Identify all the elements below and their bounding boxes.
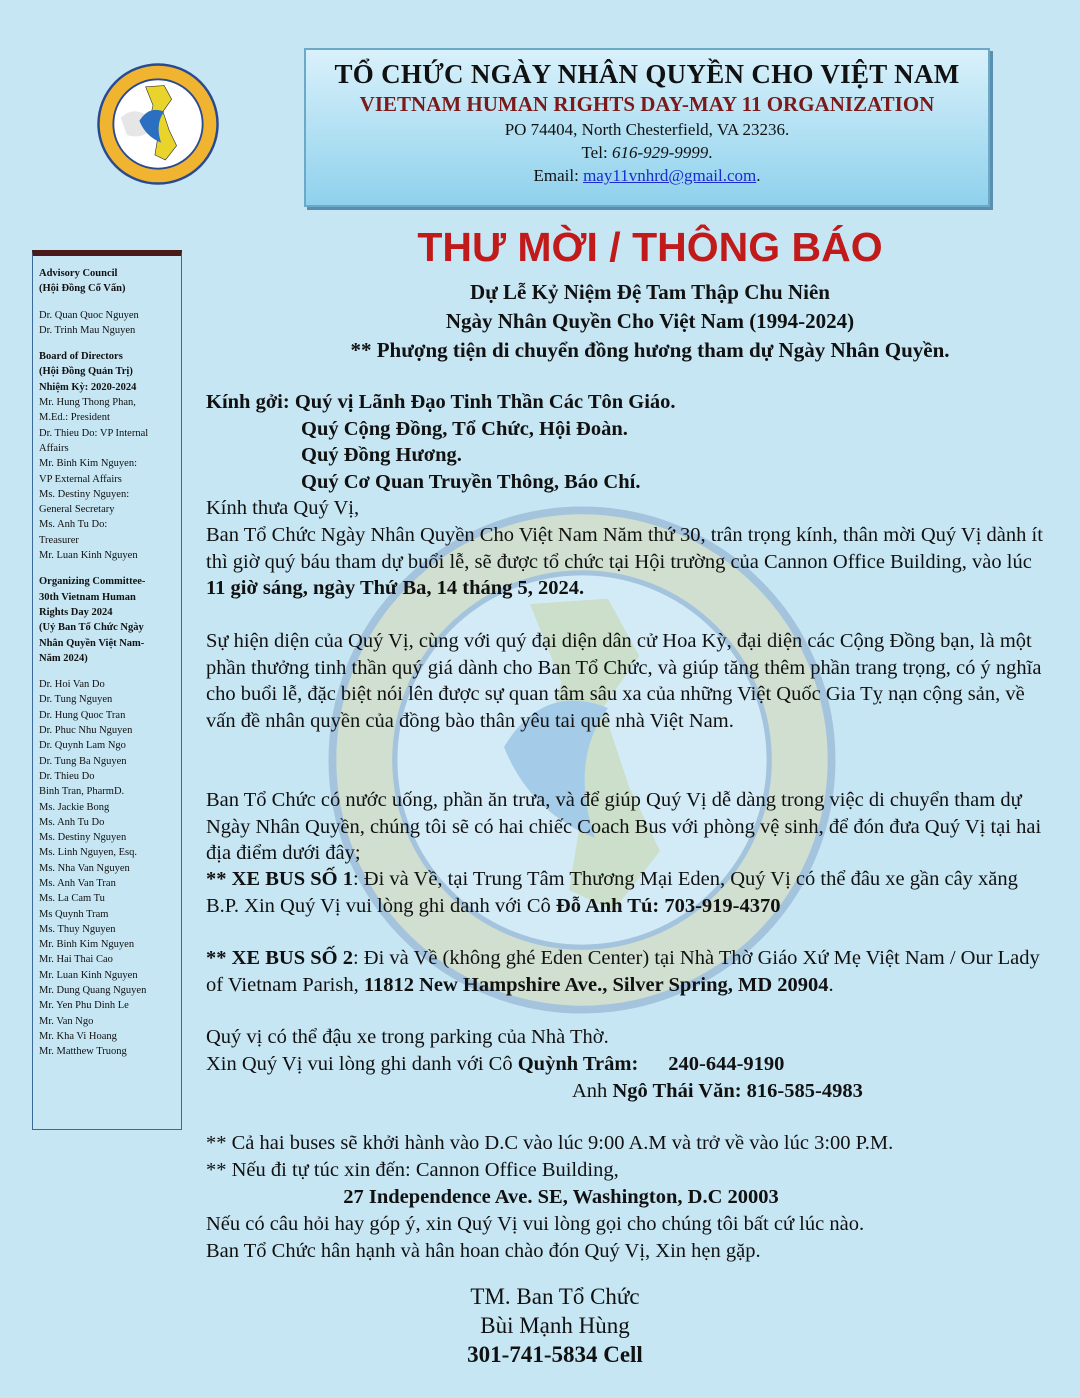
paragraph-invitation	[206, 522, 1056, 602]
sidebar-member: Dr. Tung Ba Nguyen	[39, 755, 127, 767]
sidebar-member: M.Ed.: President	[39, 412, 110, 424]
sidebar-member: Ms. Destiny Nguyen:	[39, 488, 130, 500]
signature-org: TM. Ban Tổ Chức	[470, 1284, 640, 1309]
sidebar-member: Dr. Quan Quoc Nguyen	[39, 309, 139, 321]
sidebar-member: Dr. Hung Quoc Tran	[39, 709, 126, 721]
advisory-title: Advisory Council	[39, 268, 118, 279]
self-travel-note: ** Nếu đi tự túc xin đến: Cannon Office Building,	[206, 1159, 619, 1181]
sidebar-member: Ms. Anh Tu Do:	[39, 519, 108, 531]
addressee-line: Quý Cơ Quan Truyền Thông, Báo Chí.	[301, 470, 641, 493]
sidebar-member: Ms. Anh Van Tran	[39, 877, 116, 889]
venue-address: 27 Independence Ave. SE, Washington, D.C 20003	[343, 1186, 779, 1208]
email-suffix: .	[756, 166, 761, 185]
sidebar-member: Ms. La Cam Tu	[39, 893, 105, 905]
bus-2-text: : Đi và Về (không ghé Eden Center) tại Nhà Thờ Giáo Xứ Mẹ Việt Nam / Our Lady of Vietnam Parish,	[206, 947, 1040, 996]
contact-1-name: Quỳnh Trâm:	[517, 1053, 639, 1075]
closing-line-2: Ban Tổ Chức hân hạnh và hân hoan chào đón Quý Vị, Xin hẹn gặp.	[206, 1240, 761, 1262]
sidebar-member: Affairs	[39, 442, 69, 454]
addressee-line: Quý Cộng Đồng, Tổ Chức, Hội Đoàn.	[301, 417, 628, 440]
advisory-subtitle: (Hội Đồng Cố Vấn)	[39, 283, 126, 295]
tel-suffix: .	[708, 143, 713, 162]
sidebar-member: Ms. Linh Nguyen, Esq.	[39, 847, 137, 859]
sidebar-section-title: (Uỷ Ban Tổ Chức Ngày	[39, 622, 144, 634]
organization-logo	[96, 62, 220, 186]
sidebar-member: Mr. Yen Phu Dinh Le	[39, 1000, 129, 1012]
closing-line-1: Nếu có câu hỏi hay góp ý, xin Quý Vị vui lòng gọi cho chúng tôi bất cứ lúc nào.	[206, 1213, 865, 1235]
committee-title	[39, 574, 181, 666]
page-title: THƯ MỜI / THÔNG BÁO	[417, 224, 883, 270]
sidebar-member: Dr. Trinh Mau Nguyen	[39, 324, 136, 336]
sidebar-member: Ms. Nha Van Nguyen	[39, 862, 130, 874]
contact-1-phone: 240-644-9190	[668, 1053, 785, 1075]
signature-name: Bùi Mạnh Hùng	[480, 1313, 630, 1338]
sidebar-member: Ms. Anh Tu Do	[39, 816, 105, 828]
board-member-list	[39, 395, 181, 563]
email-link[interactable]: may11vnhrd@gmail.com	[583, 166, 757, 185]
org-email	[306, 166, 988, 186]
addressee-block	[206, 389, 676, 495]
bus-2-info	[206, 945, 1056, 998]
sidebar-section-title: Nhiệm Kỳ: 2020-2024	[39, 381, 137, 393]
sidebar-member: Mr. Dung Quang Nguyen	[39, 985, 147, 997]
sidebar-member: Ms. Thuy Nguyen	[39, 923, 116, 935]
sidebar-member: Mr. Kha Vi Hoang	[39, 1030, 117, 1042]
contact-2: Ngô Thái Văn: 816-585-4983	[612, 1080, 863, 1102]
addressee-line: Quý vị Lãnh Đạo Tinh Thần Các Tôn Giáo.	[294, 391, 676, 413]
greeting: Kính thưa Quý Vị,	[206, 497, 360, 519]
sidebar-member: Mr. Hai Thai Cao	[39, 954, 113, 966]
paragraph-presence: Sự hiện diện của Quý Vị, cùng với quý đại diện dân cử Hoa Kỳ, đại diện các Cộng Đồng bạn, là một phần thưởng tinh thần quý giá dành cho Ban Tổ Chức, và giúp tăng thêm phần trang trọng, có ý nghĩa cho buổi lễ, đặc biệt nói lên được sự quan tâm sâu xa của những Việt Quốc Gia Tỵ nạn cộng sản, về vấn đề nhân quyền của đồng bào thân yêu tai quê nhà Việt Nam.	[206, 630, 1042, 732]
sidebar-member: Binh Tran, PharmD.	[39, 786, 125, 798]
bus-1-label: ** XE BUS SỐ 1	[206, 868, 353, 890]
addressee-label: Kính gởi:	[206, 391, 295, 413]
sidebar-member: Mr. Van Ngo	[39, 1015, 94, 1027]
subtitle-line-2: Ngày Nhân Quyền Cho Việt Nam (1994-2024)	[445, 309, 855, 333]
sidebar-member: Ms. Destiny Nguyen	[39, 832, 127, 844]
signature-phone: 301-741-5834 Cell	[467, 1342, 643, 1367]
sidebar-member: General Secretary	[39, 504, 115, 516]
sidebar-section-title: Organizing Committee-	[39, 576, 146, 588]
subtitle-line-1: Dự Lễ Kỷ Niệm Đệ Tam Thập Chu Niên	[470, 280, 830, 304]
bus-1-text: : Đi và Về, tại Trung Tâm Thương Mại Eden, Quý Vị có thể đâu xe gần cây xăng B.P. Xin Quý Vị vui lòng ghi danh với Cô	[206, 868, 1018, 917]
tel-label: Tel:	[581, 143, 612, 162]
sidebar-member: Ms Quynh Tram	[39, 908, 109, 920]
sidebar-member: Mr. Matthew Truong	[39, 1046, 127, 1058]
board-title	[39, 349, 181, 395]
paragraph-invitation-text: Ban Tổ Chức Ngày Nhân Quyền Cho Việt Nam Năm thứ 30, trân trọng kính, thân mời Quý Vị dành ít thì giờ quý báu tham dự buổi lễ, sẽ được tổ chức tại Hội trường của Cannon Office Building, vào lúc	[206, 524, 1043, 573]
advisory-member-list	[39, 308, 181, 339]
sidebar-section-title: Năm 2024)	[39, 652, 88, 664]
tel-number: 616-929-9999	[611, 143, 709, 162]
parking-note: Quý vị có thể đậu xe trong parking của Nhà Thờ.	[206, 1026, 609, 1048]
sidebar-member: Dr. Quynh Lam Ngo	[39, 740, 126, 752]
sidebar-member: Mr. Binh Kim Nguyen:	[39, 458, 138, 470]
sidebar-section-title: 30th Vietnam Human	[39, 591, 136, 603]
bus-1-contact: Đỗ Anh Tú: 703-919-4370	[555, 894, 781, 917]
sidebar-member: Dr. Phuc Nhu Nguyen	[39, 725, 133, 737]
sidebar-member: Mr. Binh Kim Nguyen	[39, 939, 135, 951]
register-contact-2	[572, 1078, 1052, 1105]
org-phone	[306, 143, 988, 163]
org-address: PO 74404, North Chesterfield, VA 23236.	[504, 120, 790, 139]
sidebar-section-title: Rights Day 2024	[39, 606, 113, 618]
bus-1-info	[206, 866, 1056, 919]
sidebar-member: Dr. Tung Nguyen	[39, 694, 113, 706]
bus-2-label: ** XE BUS SỐ 2	[206, 947, 353, 969]
committee-member-list	[39, 677, 181, 1059]
sidebar-member: Mr. Luan Kinh Nguyen	[39, 550, 138, 562]
org-name-english: VIETNAM HUMAN RIGHTS DAY-MAY 11 ORGANIZATION	[359, 92, 935, 116]
addressee-line: Quý Đồng Hương.	[301, 444, 462, 466]
register-prefix: Xin Quý Vị vui lòng ghi danh với Cô	[206, 1053, 518, 1075]
sidebar-section-title: (Hội Đồng Quản Trị)	[39, 366, 133, 378]
sidebar-member-list	[32, 250, 182, 1130]
subtitle-line-3: ** Phượng tiện di chuyển đồng hương tham dự Ngày Nhân Quyền.	[350, 338, 950, 362]
sidebar-member: Dr. Hoi Van Do	[39, 679, 105, 691]
sidebar-member: Mr. Hung Thong Phan,	[39, 397, 136, 409]
register-contact-1	[206, 1051, 1056, 1078]
bus-schedule-note: ** Cả hai buses sẽ khởi hành vào D.C vào lúc 9:00 A.M và trở về vào lúc 3:00 P.M.	[206, 1132, 894, 1154]
sidebar-member: VP External Affairs	[39, 473, 122, 485]
contact-2-prefix: Anh	[572, 1080, 613, 1102]
event-datetime: 11 giờ sáng, ngày Thứ Ba, 14 tháng 5, 2024.	[206, 577, 585, 599]
email-label: Email:	[533, 166, 584, 185]
sidebar-member: Treasurer	[39, 534, 79, 546]
sidebar-section-title: Board of Directors	[39, 351, 123, 363]
paragraph-transport: Ban Tổ Chức có nước uống, phần ăn trưa, và để giúp Quý Vị dễ dàng trong việc di chuyển tham dự Ngày Nhân Quyền, chúng tôi sẽ có hai chiếc Coach Bus với phòng vệ sinh, để đón đưa Quý Vị tại hai địa điểm dưới đây;	[206, 789, 1042, 864]
org-name-vietnamese: TỔ CHỨC NGÀY NHÂN QUYỀN CHO VIỆT NAM	[334, 59, 960, 89]
sidebar-member: Dr. Thieu Do: VP Internal	[39, 427, 149, 439]
sidebar-member: Ms. Jackie Bong	[39, 801, 110, 813]
bus-2-period: .	[828, 973, 834, 996]
organization-header	[304, 48, 990, 207]
sidebar-member: Dr. Thieu Do	[39, 770, 95, 782]
sidebar-member: Mr. Luan Kinh Nguyen	[39, 969, 138, 981]
sidebar-section-title: Nhân Quyền Việt Nam-	[39, 637, 145, 649]
bus-2-address: 11812 New Hampshire Ave., Silver Spring, MD 20904	[363, 973, 829, 996]
